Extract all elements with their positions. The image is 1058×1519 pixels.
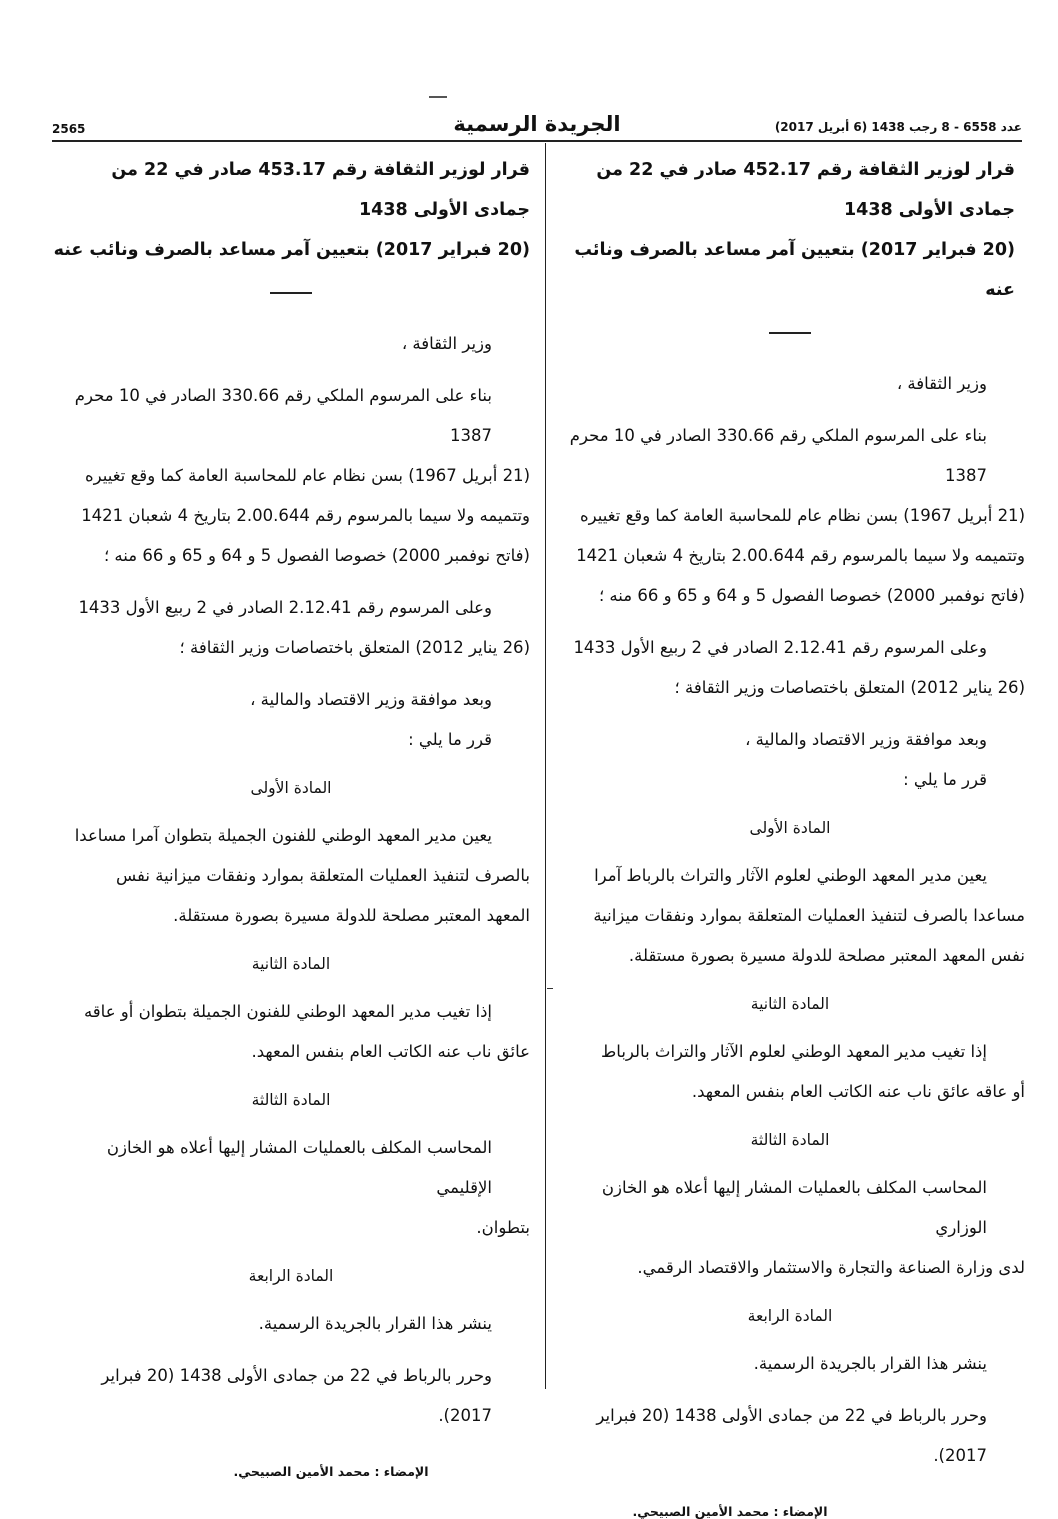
page-header — [52, 112, 1022, 138]
text-line: يعين مدير المعهد الوطني للفنون الجميلة بتطوان آمرا مساعدا — [74, 826, 492, 845]
decides-heading: قرر ما يلي : — [408, 730, 492, 749]
journal-title: الجريدة الرسمية — [453, 112, 621, 136]
article-2-text — [555, 1032, 1025, 1112]
text-line: وتتميمه ولا سيما بالمرسوم رقم 2.00.644 بتاريخ 4 شعبان 1421 — [81, 506, 530, 525]
article-2-heading: المادة الثانية — [251, 955, 331, 973]
text-line: وعلى المرسوم رقم 2.12.41 الصادر في 2 ربيع الأول 1433 — [78, 598, 492, 617]
decree-title-line-2: (20 فبراير 2017) بتعيين آمر مساعد بالصرف ونائب عنه — [53, 240, 530, 260]
decree-title-line-1: قرار لوزير الثقافة رقم 452.17 صادر في 22 من جمادى الأولى 1438 — [596, 160, 1015, 220]
done-at: وحرر بالرباط في 22 من جمادى الأولى 1438 (20 فبراير 2017). — [101, 1366, 492, 1425]
text-line: إذا تغيب مدير المعهد الوطني لعلوم الآثار والتراث بالرباط — [601, 1042, 987, 1061]
article-4-text: ينشر هذا القرار بالجريدة الرسمية. — [258, 1314, 492, 1333]
text-line: نفس المعهد المعتبر مصلحة للدولة مسيرة بصورة مستقلة. — [628, 946, 1025, 965]
article-3-text — [555, 1168, 1025, 1288]
text-line: بناء على المرسوم الملكي رقم 330.66 الصادر في 10 محرم 1387 — [569, 426, 987, 485]
recital-approval: وبعد موافقة وزير الاقتصاد والمالية ، — [745, 730, 987, 749]
text-line: المحاسب المكلف بالعمليات المشار إليها أعلاه هو الخازن الإقليمي — [106, 1138, 492, 1197]
article-1-text — [555, 856, 1025, 976]
decides-heading: قرر ما يلي : — [903, 770, 987, 789]
done-at: وحرر بالرباط في 22 من جمادى الأولى 1438 (20 فبراير 2017). — [596, 1406, 987, 1465]
title-separator — [270, 292, 312, 294]
text-line: (فاتح نوفمبر 2000) خصوصا الفصول 5 و 64 و 65 و 66 منه ؛ — [598, 586, 1025, 605]
margin-tick — [547, 988, 553, 989]
text-line: أو عاقه عائق ناب عنه الكاتب العام بنفس المعهد. — [691, 1082, 1025, 1101]
decree-title-line-1: قرار لوزير الثقافة رقم 453.17 صادر في 22 من جمادى الأولى 1438 — [111, 160, 530, 220]
text-line: يعين مدير المعهد الوطني لعلوم الآثار والتراث بالرباط آمرا — [594, 866, 987, 885]
page-number: 2565 — [52, 122, 86, 136]
recital-approval: وبعد موافقة وزير الاقتصاد والمالية ، — [250, 690, 492, 709]
article-4-text: ينشر هذا القرار بالجريدة الرسمية. — [753, 1354, 987, 1373]
decree-453-column — [52, 150, 530, 1479]
recital-decree — [555, 628, 1025, 708]
text-line: (26 يناير 2012) المتعلق باختصاصات وزير الثقافة ؛ — [674, 678, 1025, 697]
signature: الإمضاء : محمد الأمين الصبيحي. — [233, 1464, 429, 1479]
article-4-heading: المادة الرابعة — [747, 1307, 833, 1325]
text-line: مساعدا بالصرف لتنفيذ العمليات المتعلقة بموارد ونفقات ميزانية — [593, 906, 1025, 925]
header-rule — [52, 140, 1022, 142]
minister-heading: وزير الثقافة ، — [401, 334, 492, 353]
recital-royal-decree — [52, 376, 530, 576]
text-line: (21 أبريل 1967) بسن نظام عام للمحاسبة العامة كما وقع تغييره — [580, 506, 1025, 525]
text-line: (21 أبريل 1967) بسن نظام عام للمحاسبة العامة كما وقع تغييره — [85, 466, 530, 485]
minister-heading: وزير الثقافة ، — [896, 374, 987, 393]
article-3-heading: المادة الثالثة — [750, 1131, 830, 1149]
issue-info: عدد 6558 - 8 رجب 1438 (6 أبريل 2017) — [774, 120, 1022, 134]
text-line: لدى وزارة الصناعة والتجارة والاستثمار والاقتصاد الرقمي. — [637, 1258, 1025, 1277]
signature: الإمضاء : محمد الأمين الصبيحي. — [632, 1504, 828, 1519]
recital-royal-decree — [555, 416, 1025, 616]
text-line: وعلى المرسوم رقم 2.12.41 الصادر في 2 ربيع الأول 1433 — [573, 638, 987, 657]
recital-decree — [52, 588, 530, 668]
text-line: (فاتح نوفمبر 2000) خصوصا الفصول 5 و 64 و 65 و 66 منه ؛ — [103, 546, 530, 565]
decree-452-column — [555, 150, 1025, 1519]
text-line: المحاسب المكلف بالعمليات المشار إليها أعلاه هو الخازن الوزاري — [601, 1178, 987, 1237]
text-line: بتطوان. — [476, 1218, 530, 1237]
decree-title-line-2: (20 فبراير 2017) بتعيين آمر مساعد بالصرف ونائب عنه — [574, 240, 1015, 300]
article-1-heading: المادة الأولى — [749, 819, 831, 837]
column-divider — [545, 143, 546, 1389]
article-3-text — [52, 1128, 530, 1248]
title-separator — [769, 332, 811, 334]
text-line: إذا تغيب مدير المعهد الوطني للفنون الجميلة بتطوان أو عاقه — [83, 1002, 492, 1021]
text-line: عائق ناب عنه الكاتب العام بنفس المعهد. — [251, 1042, 530, 1061]
article-1-heading: المادة الأولى — [250, 779, 332, 797]
text-line: وتتميمه ولا سيما بالمرسوم رقم 2.00.644 بتاريخ 4 شعبان 1421 — [576, 546, 1025, 565]
article-3-heading: المادة الثالثة — [251, 1091, 331, 1109]
article-2-text — [52, 992, 530, 1072]
article-1-text — [52, 816, 530, 936]
article-4-heading: المادة الرابعة — [248, 1267, 334, 1285]
text-line: بالصرف لتنفيذ العمليات المتعلقة بموارد ونفقات ميزانية نفس — [116, 866, 530, 885]
article-2-heading: المادة الثانية — [750, 995, 830, 1013]
text-line: المعهد المعتبر مصلحة للدولة مسيرة بصورة مستقلة. — [173, 906, 530, 925]
top-center-mark — [429, 96, 447, 98]
text-line: (26 يناير 2012) المتعلق باختصاصات وزير الثقافة ؛ — [179, 638, 530, 657]
text-line: بناء على المرسوم الملكي رقم 330.66 الصادر في 10 محرم 1387 — [74, 386, 492, 445]
